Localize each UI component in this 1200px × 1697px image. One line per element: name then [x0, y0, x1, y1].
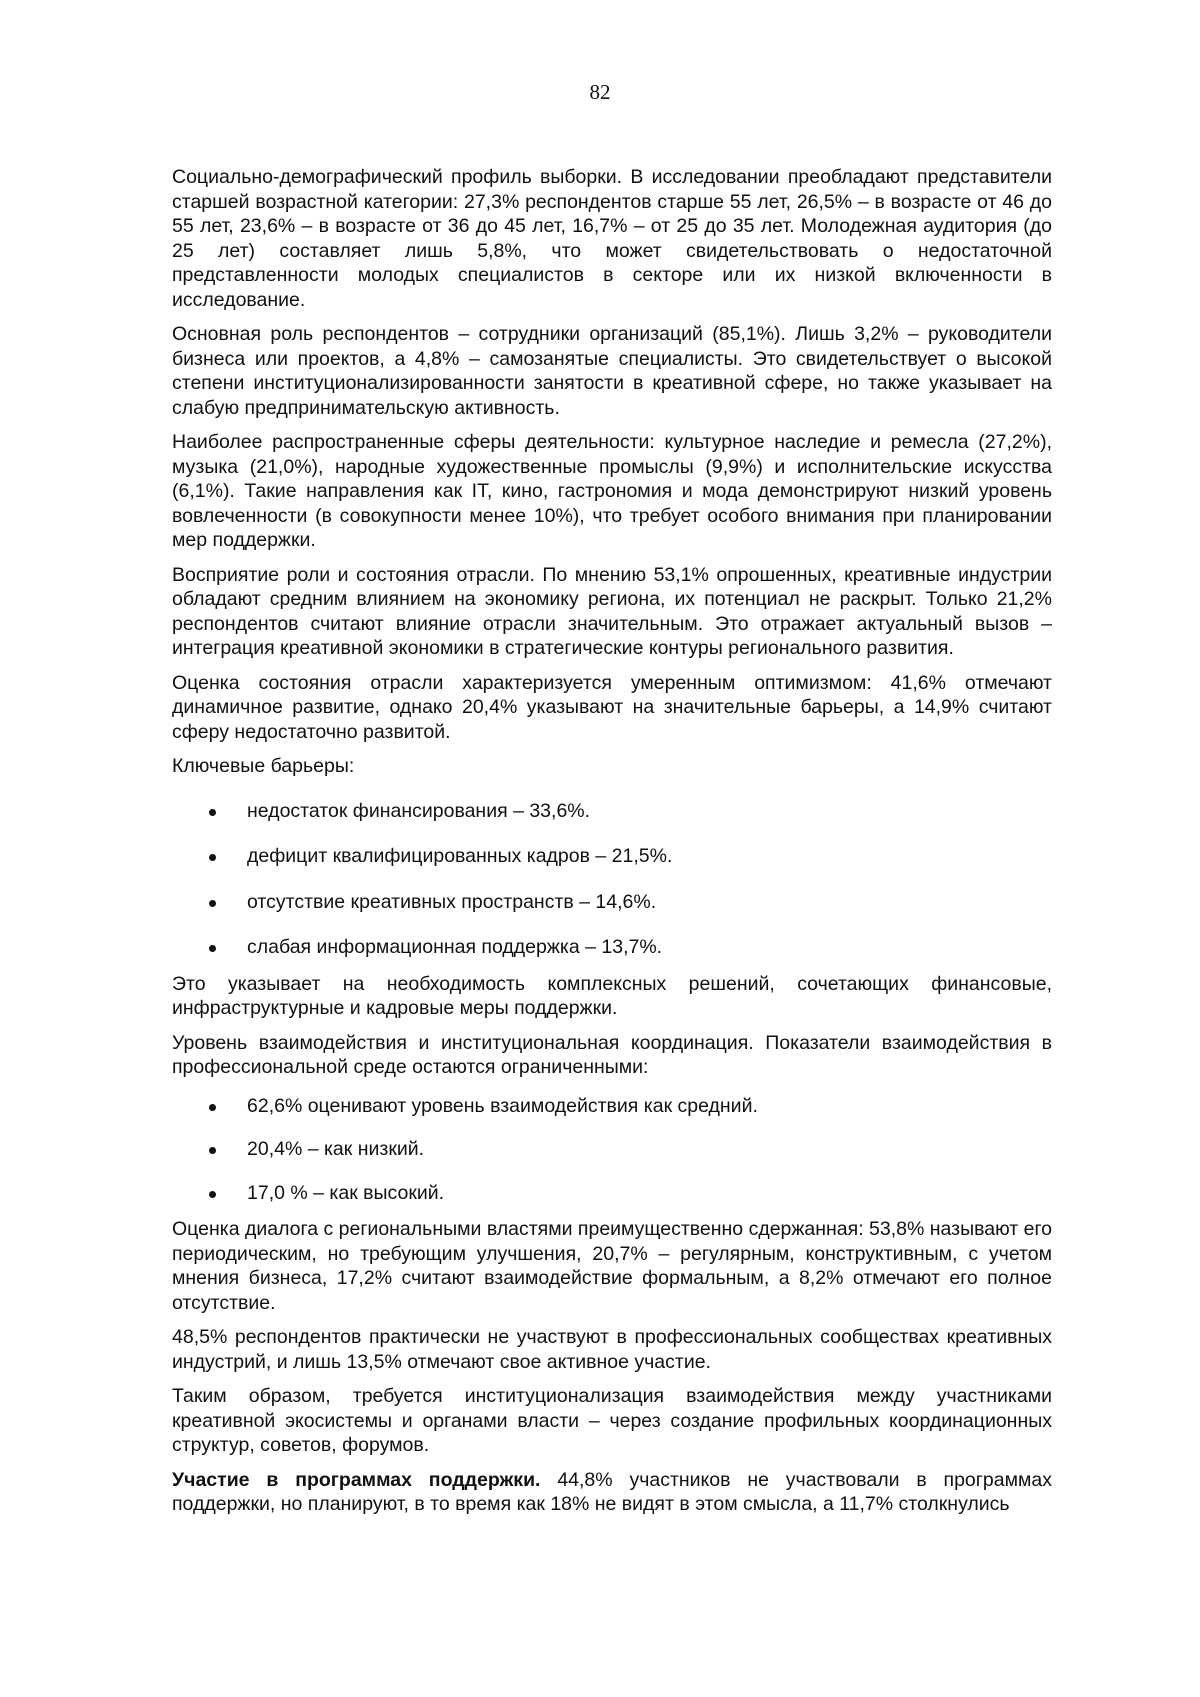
paragraph-barriers-heading: Ключевые барьеры:	[172, 755, 355, 777]
list-item: 20,4% – как низкий.	[172, 1137, 1052, 1162]
list-item: дефицит квалифицированных кадров – 21,5%.	[172, 844, 1052, 869]
paragraph-activity-spheres: Наиболее распространенные сферы деятельности: культурное наследие и ремесла (27,2%), музыка (21,0%), народные художественные промыслы (9,9%) и исполнительские искусства (6,1%). Такие направления как IT, кино, гастрономия и мода демонстрируют низкий уровень вовлеченности (в совокупности менее 10%), что требует особого внимания при планировании мер поддержки.	[172, 431, 1052, 551]
barriers-list	[172, 799, 1052, 960]
list-item: 17,0 % – как высокий.	[172, 1181, 1052, 1206]
page-content	[172, 165, 1052, 1527]
list-item: слабая информационная поддержка – 13,7%.	[172, 935, 1052, 960]
paragraph-support-programs	[172, 1468, 1052, 1517]
support-programs-text: 44,8% участников не участвовали в программах поддержки, но планируют, в то время как 18% не видят в этом смысла, а 11,7% столкнулись	[172, 1468, 1052, 1515]
paragraph-interaction-level: Уровень взаимодействия и институциональная координация. Показатели взаимодействия в профессиональной среде остаются ограниченными:	[172, 1031, 1052, 1078]
paragraph-respondent-roles: Основная роль респондентов – сотрудники организаций (85,1%). Лишь 3,2% – руководители бизнеса или проектов, а 4,8% – самозанятые специалисты. Это свидетельствует о высокой степени институционализированности занятости в креативной сфере, но также указывает на слабую предпринимательскую активность.	[172, 323, 1052, 419]
paragraph-community-participation: 48,5% респондентов практически не участвуют в профессиональных сообществах креативных индустрий, и лишь 13,5% отмечают свое активное участие.	[172, 1326, 1052, 1373]
paragraph-demographics: Социально-демографический профиль выборки. В исследовании преобладают представители старшей возрастной категории: 27,3% респондентов старше 55 лет, 26,5% – в возрасте от 46 до 55 лет, 23,6% – в возрасте от 36 до 45 лет, 16,7% – от 25 до 35 лет. Молодежная аудитория (до 25 лет) составляет лишь 5,8%, что может свидетельствовать о недостаточной представленности молодых специалистов в секторе или их низкой включенности в исследование.	[172, 166, 1052, 311]
list-item: недостаток финансирования – 33,6%.	[172, 799, 1052, 824]
paragraph-institutionalization: Таким образом, требуется институционализация взаимодействия между участниками креативной экосистемы и органами власти – через создание профильных координационных структур, советов, форумов.	[172, 1385, 1052, 1456]
paragraph-complex-solutions: Это указывает на необходимость комплексных решений, сочетающих финансовые, инфраструктурные и кадровые меры поддержки.	[172, 972, 1052, 1019]
list-item: отсутствие креативных пространств – 14,6%.	[172, 890, 1052, 915]
support-programs-heading: Участие в программах поддержки.	[172, 1468, 541, 1491]
list-item: 62,6% оценивают уровень взаимодействия как средний.	[172, 1094, 1052, 1119]
page-number: 82	[589, 80, 611, 104]
paragraph-industry-perception: Восприятие роли и состояния отрасли. По мнению 53,1% опрошенных, креативные индустрии обладают средним влиянием на экономику региона, их потенциал не раскрыт. Только 21,2% респондентов считают влияние отрасли значительным. Это отражает актуальный вызов – интеграция креативной экономики в стратегические контуры регионального развития.	[172, 563, 1052, 659]
paragraph-dialogue-authorities: Оценка диалога с региональными властями преимущественно сдержанная: 53,8% называют его периодическим, но требующим улучшения, 20,7% – регулярным, конструктивным, с учетом мнения бизнеса, 17,2% считают взаимодействие формальным, а 8,2% отмечают его полное отсутствие.	[172, 1218, 1053, 1314]
interaction-levels-list	[172, 1094, 1052, 1206]
paragraph-industry-state: Оценка состояния отрасли характеризуется умеренным оптимизмом: 41,6% отмечают динамичное развитие, однако 20,4% указывают на значительные барьеры, а 14,9% считают сферу недостаточно развитой.	[172, 671, 1052, 743]
